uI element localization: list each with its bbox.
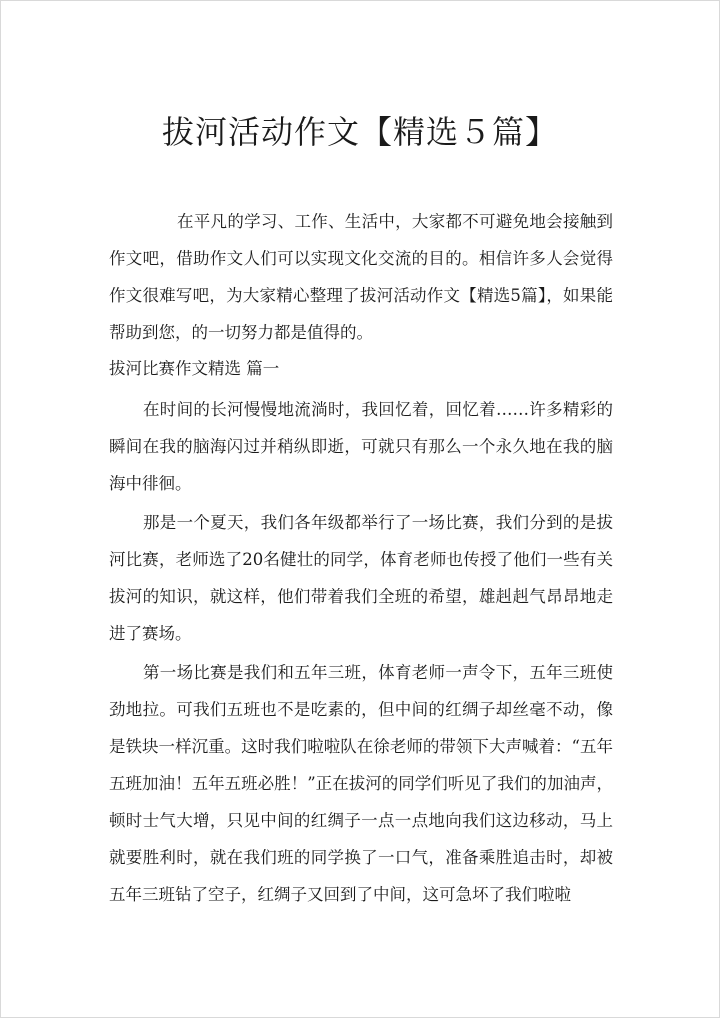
document-title: 拔河活动作文【精选５篇】 (161, 113, 558, 151)
body-paragraph-1: 在时间的长河慢慢地流淌时，我回忆着，回忆着……许多精彩的瞬间在我的脑海闪过并稍纵即逝，可就只有那么一个永久地在我的脑海中徘徊。 (109, 400, 613, 493)
body-paragraph-2: 那是一个夏天，我们各年级都举行了一场比赛，我们分到的是拔河比赛，老师选了20名健壮的同学，体育老师也传授了他们一些有关拔河的知识，就这样，他们带着我们全班的希望，雄赳赳气昂昂地走进了赛场。 (109, 513, 613, 643)
body-paragraph-3: 第一场比赛是我们和五年三班，体育老师一声令下，五年三班使劲地拉。可我们五班也不是吃素的，但中间的红绸子却丝毫不动，像是铁块一样沉重。这时我们啦啦队在徐老师的带领下大声喊着：“五年五班加油！五年五班必胜！”正在拔河的同学们听见了我们的加油声，顿时士气大增，只见中间的红绸子一点一点地向我们这边移动，马上就要胜利时，就在我们班的同学换了一口气，准备乘胜追击时，却被五年三班钻了空子，红绸子又回到了中间，这可急坏了我们啦啦 (109, 663, 613, 904)
section-heading: 拔河比赛作文精选 篇一 (109, 359, 280, 378)
intro-paragraph: 在平凡的学习、工作、生活中，大家都不可避免地会接触到作文吧，借助作文人们可以实现文化交流的目的。相信许多人会觉得作文很难写吧，为大家精心整理了拔河活动作文【精选5篇】，如果能帮助到您，的一切努力都是值得的。 (109, 212, 613, 342)
